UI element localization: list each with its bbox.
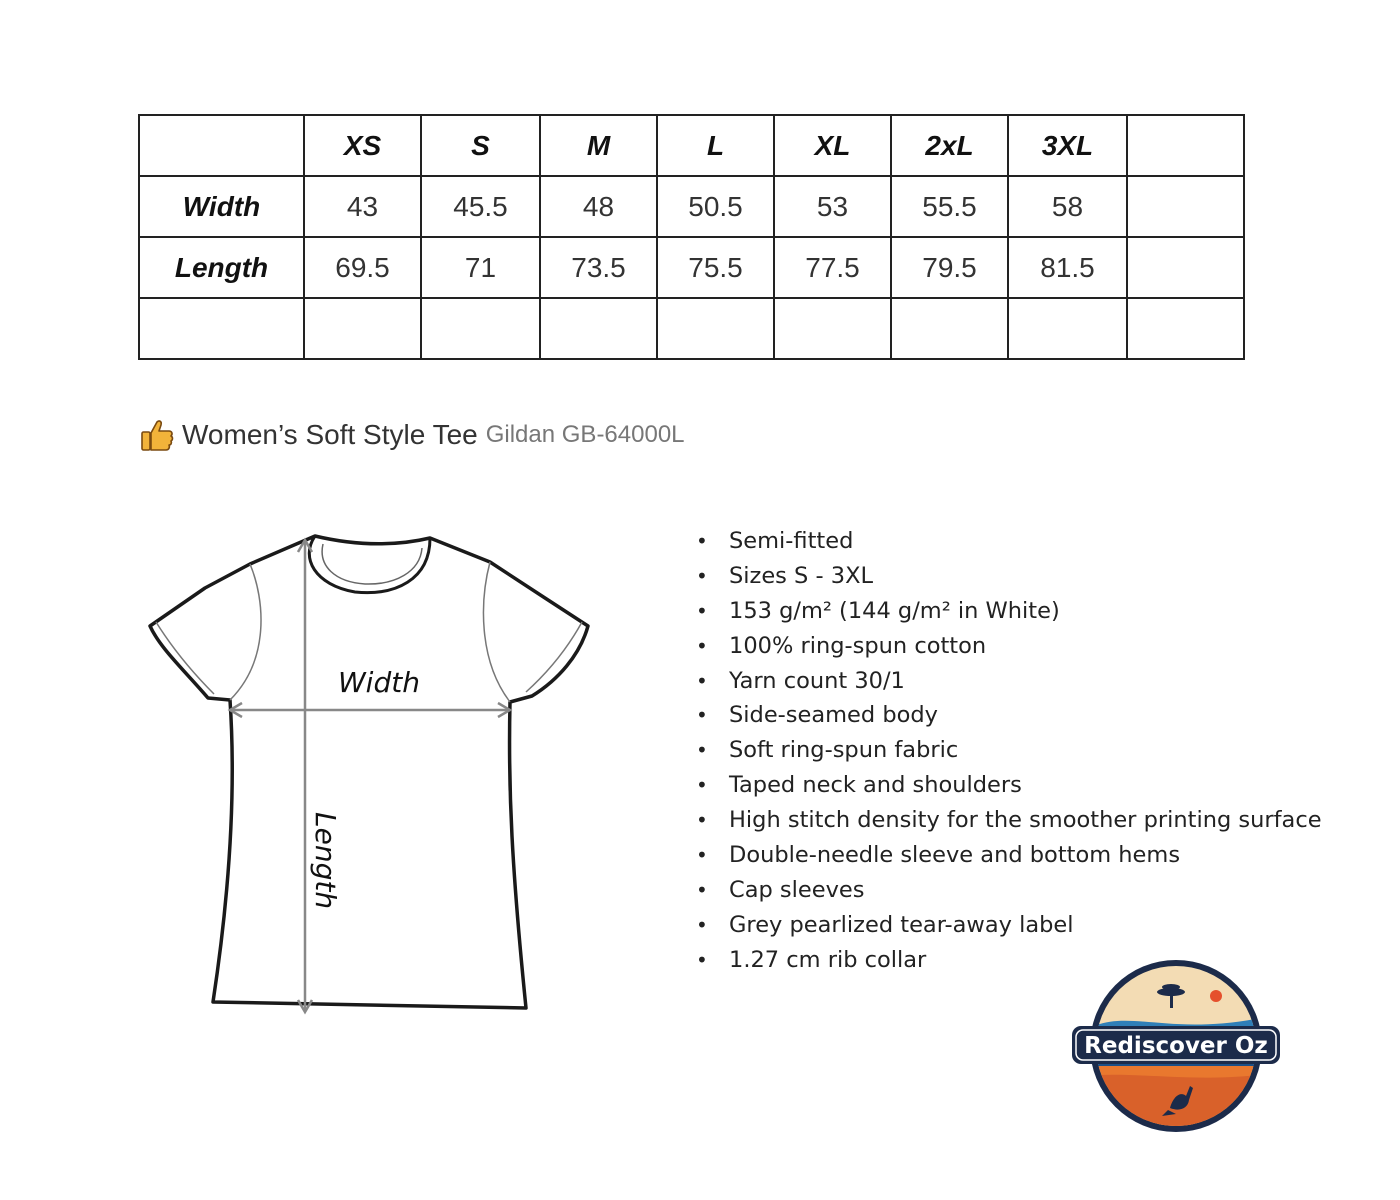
table-cell: 71 <box>421 237 540 298</box>
row-label <box>139 298 304 359</box>
table-cell <box>891 298 1008 359</box>
tshirt-outline-icon <box>140 530 600 1020</box>
header-cell: S <box>421 115 540 176</box>
table-cell: 79.5 <box>891 237 1008 298</box>
product-code: Gildan GB-64000L <box>485 421 685 448</box>
table-cell: 45.5 <box>421 176 540 237</box>
width-row <box>139 176 1244 237</box>
product-title <box>140 418 685 452</box>
header-cell: 3XL <box>1008 115 1127 176</box>
bullet-icon: • <box>696 877 708 902</box>
tee-diagram <box>140 530 600 1020</box>
bullet-icon: • <box>696 912 708 937</box>
table-cell: 69.5 <box>304 237 421 298</box>
list-item: • Cap sleeves <box>696 873 1322 908</box>
thumbs-up-icon <box>140 418 174 452</box>
table-cell: 50.5 <box>657 176 774 237</box>
list-item: • Semi-fitted <box>696 524 1322 559</box>
list-item: • 153 g/m² (144 g/m² in White) <box>696 594 1322 629</box>
table-cell <box>1127 237 1244 298</box>
header-cell: XS <box>304 115 421 176</box>
table-cell: 75.5 <box>657 237 774 298</box>
length-label: Length <box>309 812 342 910</box>
table-cell: 43 <box>304 176 421 237</box>
list-item: • Grey pearlized tear-away label <box>696 908 1322 943</box>
bullet-icon: • <box>696 843 708 868</box>
header-cell <box>139 115 304 176</box>
list-item: • Soft ring-spun fabric <box>696 733 1322 768</box>
header-cell: XL <box>774 115 891 176</box>
rediscover-oz-logo <box>1070 958 1282 1134</box>
table-cell <box>1127 176 1244 237</box>
bullet-icon: • <box>696 598 708 623</box>
bullet-icon: • <box>696 703 708 728</box>
bullet-icon: • <box>696 563 708 588</box>
size-chart-table <box>138 114 1245 360</box>
table-cell <box>657 298 774 359</box>
list-item: • 100% ring-spun cotton <box>696 629 1322 664</box>
row-label: Width <box>139 176 304 237</box>
list-item: • Taped neck and shoulders <box>696 768 1322 803</box>
bullet-icon: • <box>696 773 708 798</box>
header-cell: L <box>657 115 774 176</box>
table-cell <box>1127 298 1244 359</box>
table-cell: 77.5 <box>774 237 891 298</box>
list-item: • 1.27 cm rib collar <box>696 943 1322 978</box>
table-cell: 53 <box>774 176 891 237</box>
bullet-icon: • <box>696 738 708 763</box>
table-cell: 58 <box>1008 176 1127 237</box>
feature-list <box>696 524 1322 978</box>
table-cell: 81.5 <box>1008 237 1127 298</box>
table-cell <box>540 298 657 359</box>
bullet-icon: • <box>696 633 708 658</box>
table-cell: 73.5 <box>540 237 657 298</box>
empty-row <box>139 298 1244 359</box>
table-cell: 55.5 <box>891 176 1008 237</box>
bullet-icon: • <box>696 668 708 693</box>
logo-text: Rediscover Oz <box>1084 1033 1268 1059</box>
list-item: • Double-needle sleeve and bottom hems <box>696 838 1322 873</box>
list-item: • Yarn count 30/1 <box>696 664 1322 699</box>
list-item: • Side-seamed body <box>696 698 1322 733</box>
list-item: • Sizes S - 3XL <box>696 559 1322 594</box>
length-row <box>139 237 1244 298</box>
table-cell <box>421 298 540 359</box>
product-name: Women’s Soft Style Tee <box>182 419 478 450</box>
header-cell <box>1127 115 1244 176</box>
header-cell: 2xL <box>891 115 1008 176</box>
width-label: Width <box>338 666 420 699</box>
table-cell <box>1008 298 1127 359</box>
bullet-icon: • <box>696 808 708 833</box>
table-cell: 48 <box>540 176 657 237</box>
row-label: Length <box>139 237 304 298</box>
table-cell <box>774 298 891 359</box>
header-cell: M <box>540 115 657 176</box>
list-item: • High stitch density for the smoother printing surface <box>696 803 1322 838</box>
bullet-icon: • <box>696 947 708 972</box>
bullet-icon: • <box>696 529 708 553</box>
size-header-row <box>139 115 1244 176</box>
table-cell <box>304 298 421 359</box>
